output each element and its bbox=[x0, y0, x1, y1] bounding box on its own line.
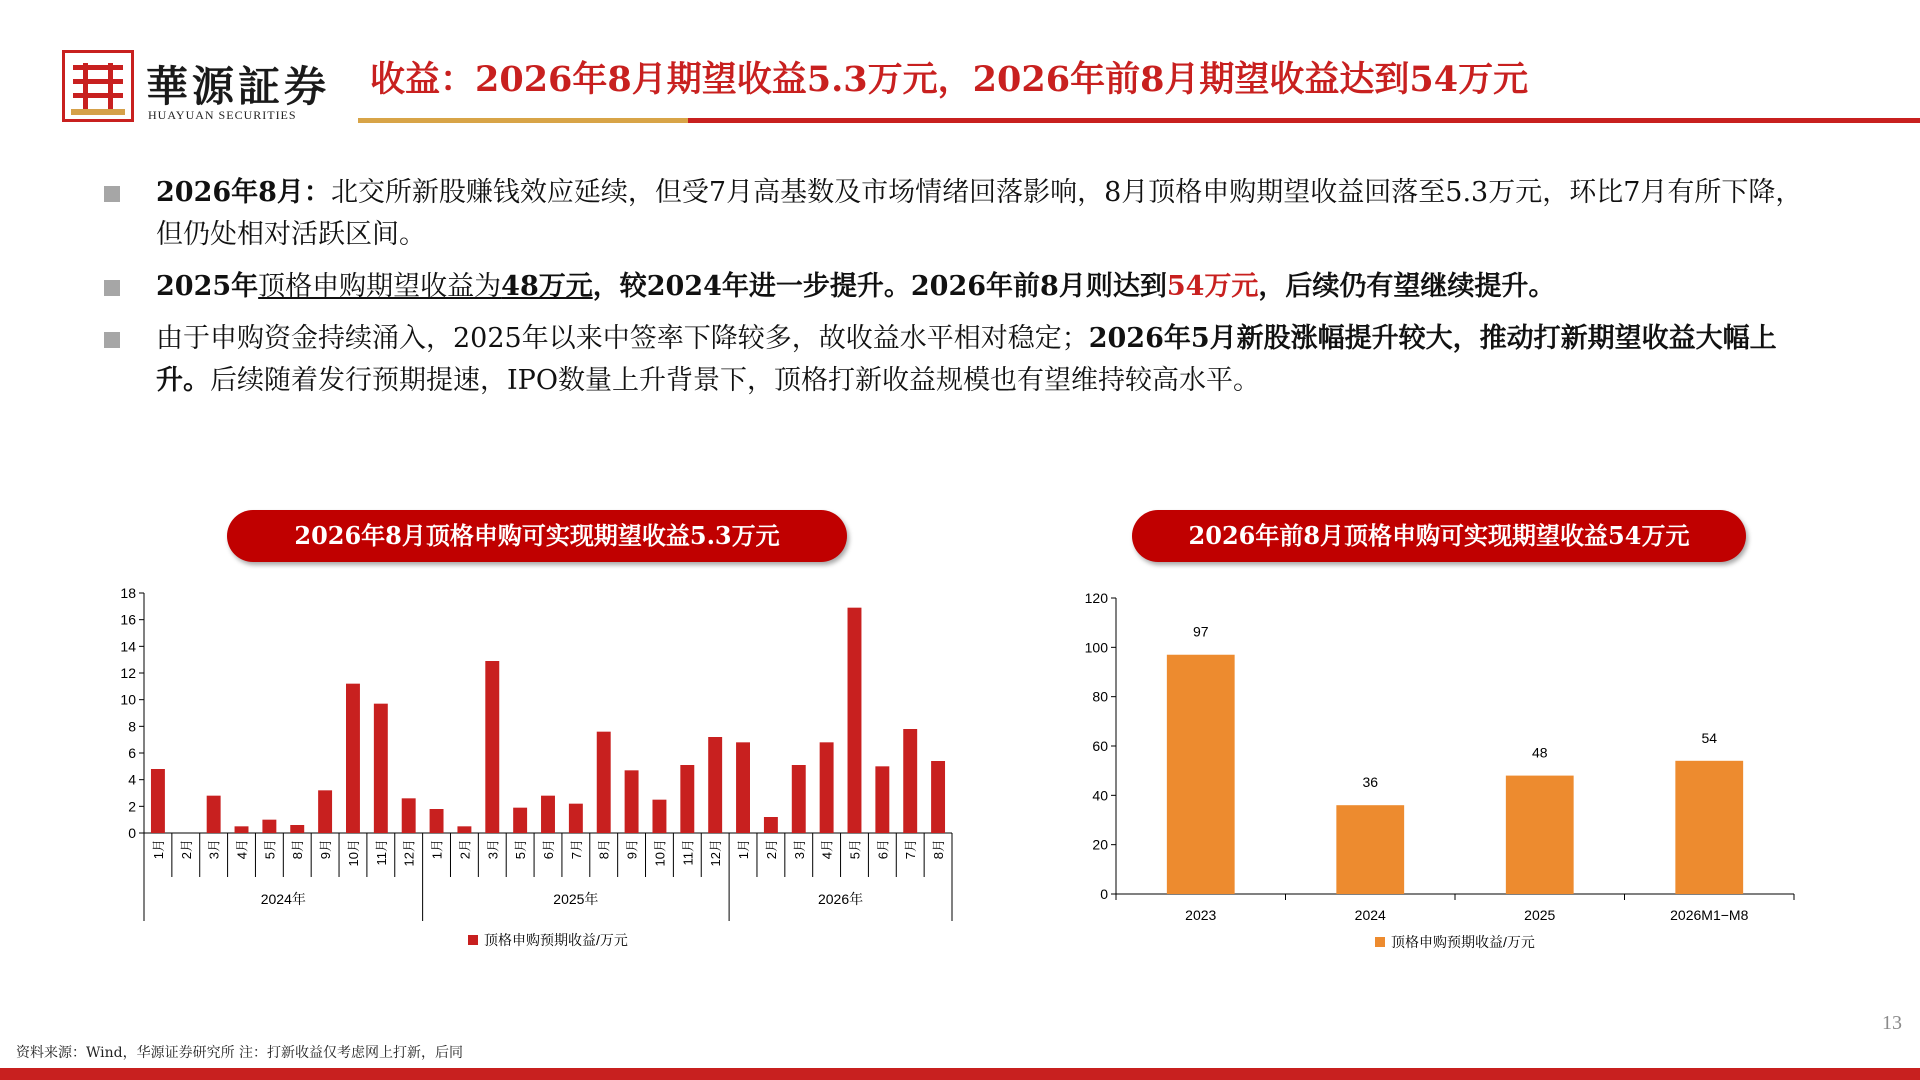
x-tick-label: 7月 bbox=[568, 839, 584, 860]
bullet-3-part-3: 后续随着发行预期提速，IPO数量上升背景下，顶格打新收益规模也有望维持较高水平。 bbox=[210, 365, 1260, 396]
x-tick-label: 10月 bbox=[345, 839, 361, 867]
y-tick-label: 16 bbox=[120, 611, 136, 628]
x-tick-label: 11月 bbox=[373, 839, 389, 866]
x-tick-label: 11月 bbox=[680, 839, 696, 866]
y-tick-label: 0 bbox=[128, 825, 136, 841]
bullet-2-part-2: 顶格申购期望收益为 bbox=[258, 271, 502, 302]
bar bbox=[1675, 761, 1743, 894]
bar bbox=[262, 820, 276, 833]
x-tick-label: 1月 bbox=[150, 839, 166, 860]
y-tick-label: 40 bbox=[1092, 787, 1108, 804]
y-tick-label: 20 bbox=[1092, 836, 1108, 853]
bullet-1-text: 北交所新股赚钱效应延续，但受7月高基数及市场情绪回落影响，8月顶格申购期望收益回落至5.3万元，环比7月有所下降，但仍处相对活跃区间。 bbox=[156, 177, 1803, 250]
y-tick-label: 2 bbox=[128, 798, 136, 815]
bar bbox=[569, 804, 583, 833]
bullet-item-1 bbox=[104, 172, 1824, 256]
x-tick-label: 3月 bbox=[791, 839, 807, 860]
bullet-item-3 bbox=[104, 318, 1824, 402]
y-tick-label: 60 bbox=[1092, 738, 1108, 754]
x-tick-label: 9月 bbox=[318, 839, 334, 860]
x-tick-label: 4月 bbox=[819, 839, 835, 860]
logo-text: 華源証券 bbox=[146, 62, 331, 111]
x-tick-label: 5月 bbox=[262, 839, 278, 860]
x-tick-label: 4月 bbox=[234, 839, 250, 860]
legend-swatch bbox=[468, 935, 478, 945]
x-tick-label: 6月 bbox=[541, 839, 556, 860]
x-tick-label: 6月 bbox=[875, 839, 891, 860]
y-tick-label: 80 bbox=[1092, 688, 1108, 705]
bar bbox=[875, 766, 889, 833]
bar bbox=[820, 742, 834, 833]
bullet-2-part-5: 54万元 bbox=[1166, 271, 1259, 302]
y-tick-label: 6 bbox=[128, 745, 136, 761]
x-tick-label: 8月 bbox=[596, 839, 612, 860]
y-tick-label: 120 bbox=[1084, 590, 1108, 606]
data-label: 97 bbox=[1192, 623, 1209, 640]
x-tick-label: 8月 bbox=[931, 839, 947, 860]
yearly-return-bar-chart bbox=[1070, 582, 1820, 962]
x-tick-label: 9月 bbox=[624, 839, 640, 860]
page-title: 收益：2026年8月期望收益5.3万元，2026年前8月期望收益达到54万元 bbox=[370, 59, 1529, 100]
bar bbox=[207, 796, 221, 833]
bar bbox=[151, 769, 165, 833]
legend-label: 顶格申购预期收益/万元 bbox=[1391, 934, 1535, 950]
bar bbox=[290, 825, 304, 833]
y-tick-label: 4 bbox=[128, 771, 136, 788]
bar bbox=[764, 817, 778, 833]
group-label: 2025年 bbox=[553, 891, 599, 907]
source-footnote: 资料来源：Wind，华源证券研究所 注：打新收益仅考虑网上打新，后同 bbox=[16, 1045, 464, 1061]
x-tick-label: 2023 bbox=[1185, 907, 1217, 923]
monthly-return-bar-chart bbox=[100, 575, 960, 965]
y-tick-label: 0 bbox=[1100, 886, 1108, 902]
page-number: 13 bbox=[1882, 1012, 1902, 1034]
group-label: 2024年 bbox=[260, 891, 306, 907]
x-tick-label: 5月 bbox=[847, 839, 863, 860]
bar bbox=[541, 796, 555, 833]
bar bbox=[485, 661, 499, 833]
x-tick-label: 12月 bbox=[401, 839, 417, 867]
left-chart-title-pill: 2026年8月顶格申购可实现期望收益5.3万元 bbox=[227, 510, 847, 562]
x-tick-label: 8月 bbox=[290, 839, 306, 860]
bullet-item-2 bbox=[104, 266, 1824, 308]
bar bbox=[792, 765, 806, 833]
footer-bar bbox=[0, 1068, 1920, 1080]
bar bbox=[931, 761, 945, 833]
bar bbox=[1336, 805, 1404, 894]
x-tick-label: 2024 bbox=[1354, 907, 1386, 923]
bar bbox=[597, 732, 611, 833]
bar bbox=[346, 684, 360, 833]
x-tick-label: 1月 bbox=[736, 839, 752, 860]
logo-seal-icon bbox=[62, 50, 134, 122]
bar bbox=[513, 808, 527, 833]
y-tick-label: 12 bbox=[120, 665, 136, 681]
bullet-2-part-4: ，较2024年进一步提升。2026年前8月则达到 bbox=[592, 271, 1167, 302]
bullet-square-icon bbox=[104, 280, 120, 296]
bullet-1-lead: 2026年8月： bbox=[156, 177, 331, 208]
header-divider bbox=[358, 118, 1920, 123]
company-logo bbox=[62, 50, 382, 126]
data-label: 54 bbox=[1701, 729, 1718, 746]
bar bbox=[736, 742, 750, 833]
bar bbox=[318, 790, 332, 833]
x-tick-label: 2026M1−M8 bbox=[1670, 907, 1749, 923]
right-chart-title-pill: 2026年前8月顶格申购可实现期望收益54万元 bbox=[1132, 510, 1746, 562]
bar bbox=[402, 798, 416, 833]
bar bbox=[680, 765, 694, 833]
x-tick-label: 2025 bbox=[1524, 907, 1556, 923]
x-tick-label: 7月 bbox=[903, 839, 919, 860]
bullet-3-part-2: 2026年5月新股涨幅提升较大，推动打新期望收益大幅上升。 bbox=[156, 323, 1777, 396]
bar bbox=[708, 737, 722, 833]
x-tick-label: 2月 bbox=[457, 839, 473, 860]
y-tick-label: 14 bbox=[120, 638, 136, 655]
y-tick-label: 8 bbox=[128, 718, 136, 735]
x-tick-label: 12月 bbox=[708, 839, 724, 867]
data-label: 48 bbox=[1531, 744, 1548, 761]
bar bbox=[374, 704, 388, 833]
group-label: 2026年 bbox=[817, 891, 864, 907]
bullet-square-icon bbox=[104, 332, 120, 348]
bar bbox=[903, 729, 917, 833]
y-tick-label: 10 bbox=[120, 691, 136, 708]
logo-subtext: HUAYUAN SECURITIES bbox=[148, 108, 297, 122]
x-tick-label: 3月 bbox=[485, 839, 501, 860]
bar bbox=[652, 800, 666, 833]
legend-label: 顶格申购预期收益/万元 bbox=[484, 932, 628, 948]
y-tick-label: 100 bbox=[1084, 639, 1108, 656]
bullet-2-part-3: 48万元 bbox=[501, 271, 593, 302]
x-tick-label: 3月 bbox=[206, 839, 222, 860]
bullet-3-part-1: 由于申购资金持续涌入，2025年以来中签率下降较多，故收益水平相对稳定； bbox=[156, 323, 1089, 354]
legend-swatch bbox=[1375, 937, 1385, 947]
bar bbox=[848, 608, 862, 833]
bullet-2-part-6: ，后续仍有望继续提升。 bbox=[1258, 271, 1556, 302]
x-tick-label: 5月 bbox=[513, 839, 529, 860]
bar bbox=[625, 770, 639, 833]
x-tick-label: 2月 bbox=[178, 839, 194, 860]
data-label: 36 bbox=[1362, 774, 1379, 791]
bullet-square-icon bbox=[104, 186, 120, 202]
y-tick-label: 18 bbox=[120, 585, 136, 601]
bar bbox=[235, 826, 249, 833]
x-tick-label: 10月 bbox=[652, 839, 668, 867]
bullet-2-part-1: 2025年 bbox=[156, 271, 259, 302]
bar bbox=[1506, 776, 1574, 894]
bar bbox=[1167, 655, 1235, 894]
bar bbox=[457, 826, 471, 833]
x-tick-label: 1月 bbox=[429, 839, 445, 860]
bullet-list bbox=[104, 172, 1824, 412]
bar bbox=[430, 809, 444, 833]
x-tick-label: 2月 bbox=[763, 839, 779, 860]
